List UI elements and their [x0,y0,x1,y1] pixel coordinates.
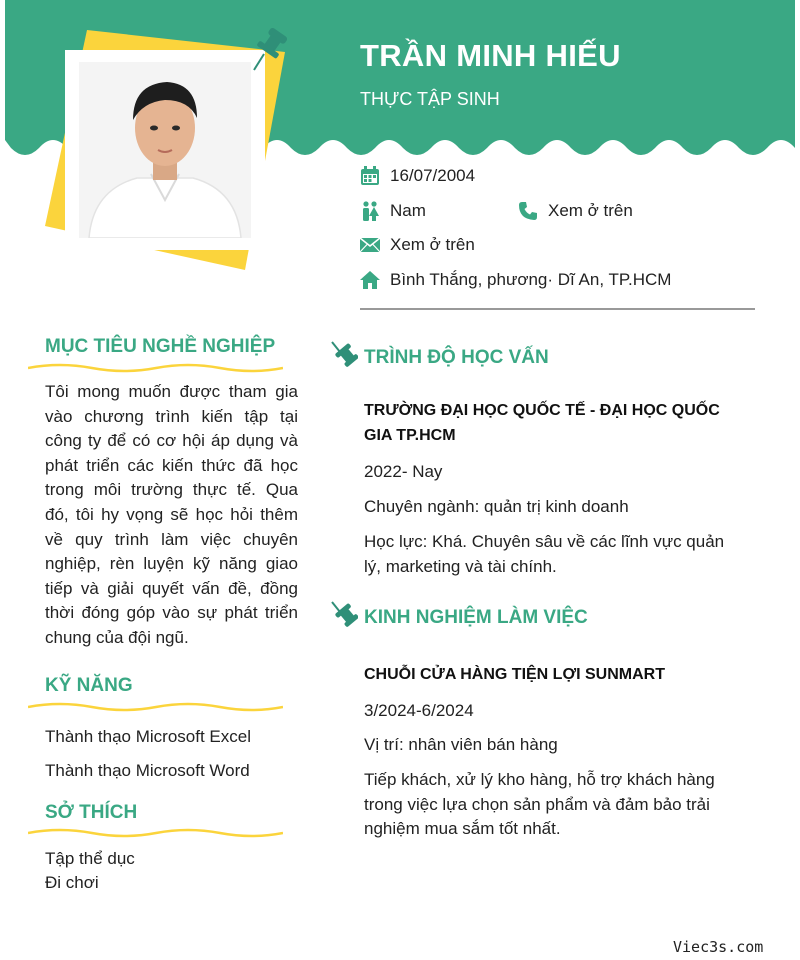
watermark-text: Viec3s.com [673,938,764,956]
gender-icon [360,201,380,221]
skill-item: Thành thạo Microsoft Excel [45,727,251,746]
email-row [360,235,475,255]
experience-position: Vị trí: nhân viên bán hàng [364,735,558,754]
phone-value: Xem ở trên [548,201,633,220]
pushpin-icon [250,24,290,72]
education-heading: TRÌNH ĐỘ HỌC VẤN [364,347,549,368]
skills-wavy-underline [28,701,283,713]
person-silhouette-icon [79,62,251,238]
address-row [360,270,671,290]
education-period: 2022- Nay [364,462,443,481]
birthdate-row [360,166,475,186]
skill-item: Thành thạo Microsoft Word [45,761,250,780]
objective-wavy-underline [28,362,283,374]
hobby-item: Đi chơi [45,873,99,892]
education-performance: Học lực: Khá. Chuyên sâu về các lĩnh vực quản lý, marketing và tài chính. [364,532,725,576]
hobbies-wavy-underline [28,827,283,839]
address-value: Bình Thắng, phương· Dĩ An, TP.HCM [390,270,672,289]
hobby-item: Tập thể dục [45,849,135,868]
phone-row [518,201,633,221]
email-value: Xem ở trên [390,235,475,254]
experience-period: 3/2024-6/2024 [364,701,474,720]
candidate-role: THỰC TẬP SINH [360,89,500,109]
skills-heading: KỸ NĂNG [45,675,133,696]
profile-photo-frame [65,50,265,250]
objective-text: Tôi mong muốn được tham gia vào chương trình kiến tập tại công ty để có cơ hội áp dụng và phát triển các kiến thức đã học trong môi trường thực tế. Qua đó, tôi hy vọng sẽ học hỏi thêm về quy trình làm việc chuyên nghiệp, rèn luyện kỹ năng giao tiếp và giải quyết vấn đề, đồng thời đóng góp vào sự phát triển chung của đội ngũ. [45,382,298,647]
company-name: CHUỖI CỬA HÀNG TIỆN LỢI SUNMART [364,666,665,683]
email-icon [360,235,380,255]
home-icon [360,270,380,290]
education-major: Chuyên ngành: quản trị kinh doanh [364,497,629,516]
contact-divider [360,308,755,310]
gender-value: Nam [390,201,426,220]
calendar-icon [360,166,380,186]
experience-heading: KINH NGHIỆM LÀM VIỆC [364,607,588,628]
gender-row [360,201,426,221]
experience-description: Tiếp khách, xử lý kho hàng, hỗ trợ khách hàng trong việc lựa chọn sản phẩm và đảm bảo trải nghiệm mua sắm tốt nhất. [364,770,715,839]
candidate-name: TRẦN MINH HIẾU [360,38,621,73]
pushpin-icon [330,598,358,628]
phone-icon [518,201,538,221]
hobbies-heading: SỞ THÍCH [45,802,138,823]
school-name: TRƯỜNG ĐẠI HỌC QUỐC TẾ - ĐẠI HỌC QUỐC GIA TP.HCM [364,402,720,444]
birthdate-value: 16/07/2004 [390,166,476,185]
objective-heading: MỤC TIÊU NGHỀ NGHIỆP [45,336,276,357]
profile-photo [79,62,251,238]
pushpin-icon [330,338,358,368]
